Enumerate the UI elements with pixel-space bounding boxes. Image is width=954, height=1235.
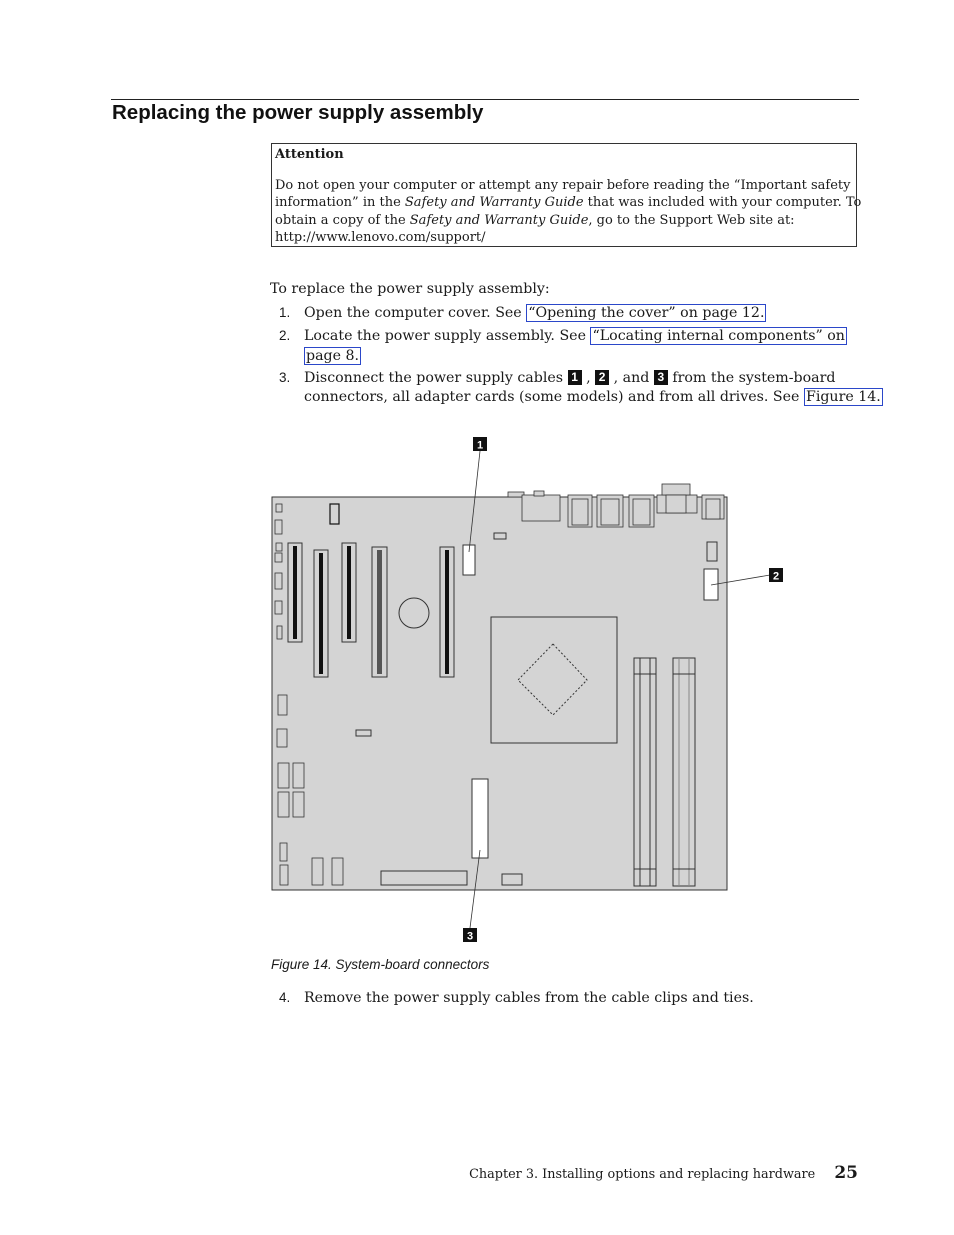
callout-1: 1 (476, 439, 484, 452)
page-footer (469, 1163, 858, 1183)
support-url: http://www.lenovo.com/support/ (275, 230, 486, 245)
guide-title: Safety and Warranty Guide (404, 195, 584, 210)
step-3-continued: connectors, all adapter cards (some models) and from all drives. See Figure 14. (304, 389, 881, 405)
power-connector-3 (472, 779, 488, 858)
locating-components-link[interactable]: “Locating internal components” on (592, 328, 845, 344)
callout-3: 3 (466, 930, 474, 943)
locating-components-link-page[interactable]: page 8. (306, 348, 360, 364)
system-board-figure (270, 433, 780, 945)
figure-14-link[interactable]: Figure 14. (805, 389, 881, 405)
callout-badge-3: 3 (654, 370, 668, 385)
cpu-socket (491, 617, 617, 743)
figure-caption: Figure 14. System-board connectors (271, 957, 490, 972)
step-number: 3. (279, 370, 291, 385)
intro-text: To replace the power supply assembly: (270, 281, 550, 297)
small-header (356, 730, 371, 736)
callout-2: 2 (772, 570, 780, 583)
step-number: 4. (279, 990, 291, 1005)
header (502, 874, 522, 885)
step-number: 1. (279, 305, 291, 320)
step-2-continued (304, 346, 361, 366)
page-number: 25 (834, 1163, 858, 1183)
attention-line-3: obtain a copy of the Safety and Warranty Guide, go to the Support Web site at: (275, 212, 795, 228)
small-header (494, 533, 506, 539)
callout-badge-2: 2 (595, 370, 609, 385)
attention-line-2: information” in the Safety and Warranty Guide that was included with your computer. To (275, 195, 862, 210)
chapter-title: Chapter 3. Installing options and replacing hardware (469, 1167, 816, 1182)
opening-cover-link[interactable]: “Opening the cover” on page 12. (528, 305, 765, 321)
attention-notice (271, 143, 862, 247)
fan-connector (330, 504, 339, 524)
cmos-battery (399, 598, 429, 628)
step-number: 2. (279, 328, 291, 343)
callout-badge-1: 1 (568, 370, 582, 385)
header (707, 542, 717, 561)
attention-line-1: Do not open your computer or attempt any repair before reading the “Important safety (275, 177, 851, 193)
guide-title: Safety and Warranty Guide (409, 212, 589, 228)
floppy-connector (381, 871, 467, 885)
attention-title: Attention (275, 147, 344, 162)
section-heading: Replacing the power supply assembly (112, 101, 484, 124)
heading-rule (111, 99, 859, 100)
